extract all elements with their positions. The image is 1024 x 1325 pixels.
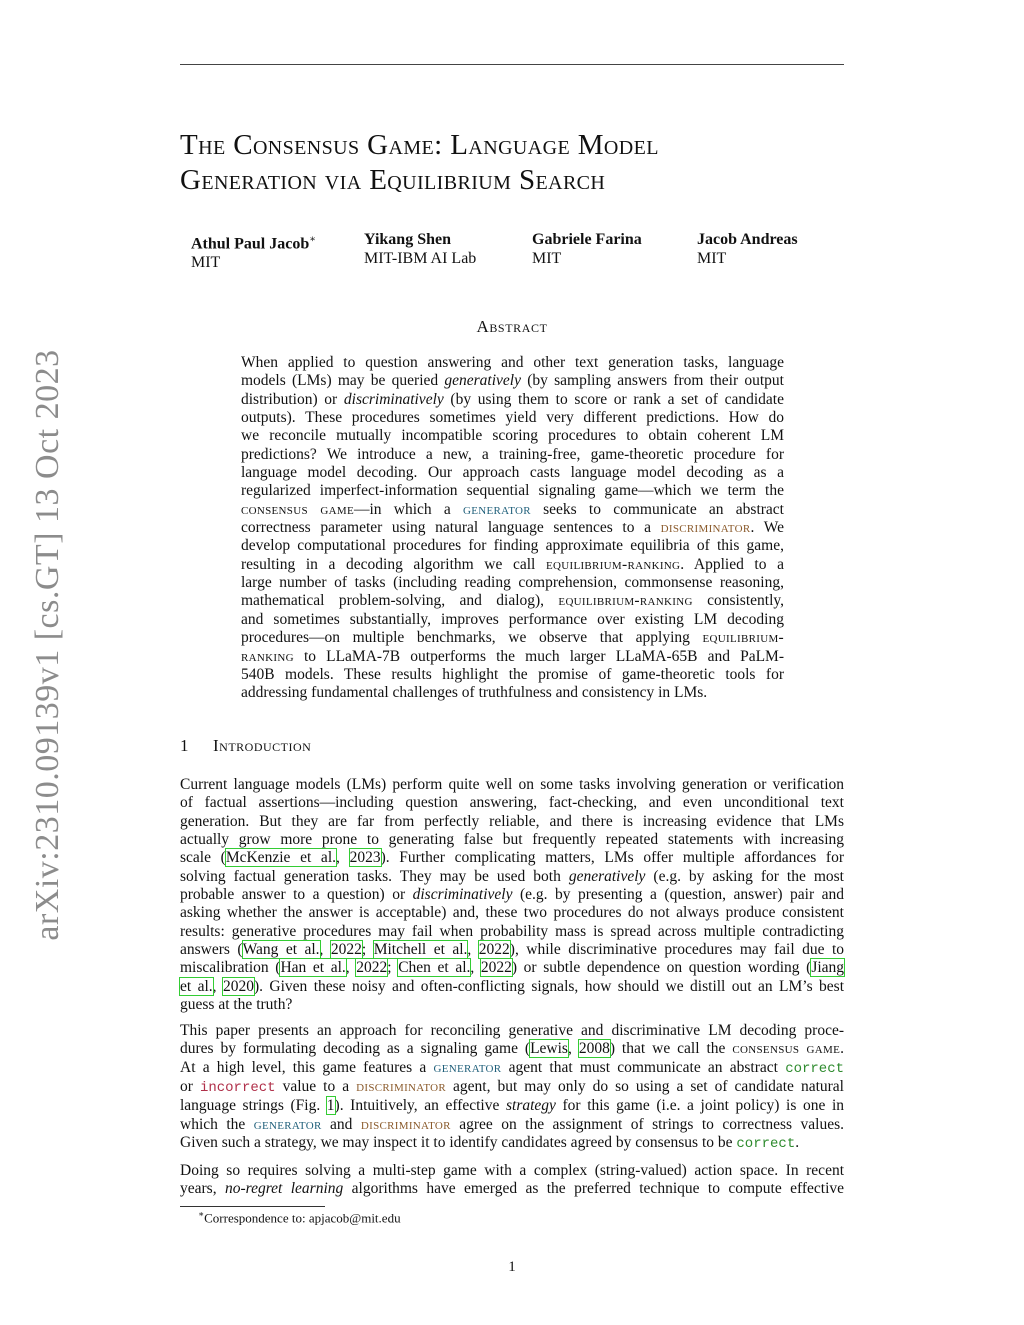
citation-link[interactable]: 2022 (480, 959, 512, 977)
body-line: dures by formulating decoding as a signaling game (Lewis, 2008) that we call the consensus game. (180, 1040, 844, 1058)
body-line: Given such a strategy, we may inspect it to identify candidates agreed by consensus to be correct. (180, 1134, 800, 1153)
body-line: miscalibration (Han et al., 2022; Chen et al., 2022) or subtle dependence on question wording (Jiang (180, 959, 845, 977)
abstract-line: addressing fundamental challenges of truthfulness and consistency in LMs. (241, 684, 708, 702)
footnote-rule (180, 1206, 325, 1207)
abstract-line: resulting in a decoding algorithm we call equilibrium-ranking. Applied to a (241, 555, 784, 573)
citation-link[interactable]: 2008 (578, 1040, 610, 1058)
abstract-line: consensus game—in which a generator seeks to communicate an abstract (241, 500, 784, 518)
abstract-line: develop computational procedures for finding approximate equilibria of this game, (241, 537, 784, 555)
body-line: probable answer to a question) or discriminatively (e.g. by presenting a (question, answer) pair and (180, 886, 844, 904)
body-line: guess at the truth? (180, 996, 293, 1014)
abstract-line: distribution) or discriminatively (by using them to score or rank a set of candidate (241, 390, 784, 408)
citation-link[interactable]: 2022 (330, 941, 362, 959)
body-line: actually grow more prone to generating false but frequently repeated statements with increasing (180, 831, 844, 849)
body-line: Doing so requires solving a multi-step game with a complex (string-valued) action space. In recent (180, 1162, 844, 1179)
author-name: Athul Paul Jacob (191, 235, 310, 253)
body-line: This paper presents an approach for reconciling generative and discriminative LM decoding proce- (180, 1022, 844, 1039)
intro-paragraph-2 (180, 1022, 844, 1153)
body-line: years, no-regret learning algorithms have emerged as the preferred technique to compute effective (180, 1180, 845, 1198)
abstract-line: and sometimes substantially, improves performance over existing LM decoding (241, 610, 784, 628)
citation-link[interactable]: Lewis (530, 1040, 568, 1058)
citation-link[interactable]: 2023 (349, 849, 381, 867)
citation-link[interactable]: Wang et al. (242, 941, 320, 959)
abstract-line: correctness parameter using natural language sentences to a discriminator. We (241, 519, 784, 537)
author-affiliation: MIT (532, 250, 562, 267)
abstract-line: outputs). These procedures sometimes yield very different predictions. How do (241, 409, 784, 427)
abstract-line: models (LMs) may be queried generatively (by sampling answers from their output (241, 372, 784, 390)
citation-link[interactable]: Han et al. (280, 959, 346, 977)
body-line: of factual assertions—including question answering, fact-checking, and even unconditional text (180, 794, 844, 812)
author-affiliation: MIT (697, 250, 727, 267)
body-line: scale (McKenzie et al., 2023). Further complicating matters, LMs offer multiple affordances for (180, 849, 844, 867)
abstract-line: mathematical problem-solving, and dialog), equilibrium-ranking consistently, (241, 592, 784, 610)
abstract-text (241, 354, 784, 703)
arxiv-identifier: arXiv:2310.09139v1 [cs.GT] 13 Oct 2023 (29, 349, 66, 941)
section-title: Introduction (213, 736, 312, 755)
author-1 (191, 230, 316, 272)
citation-link[interactable]: Jiang (811, 959, 845, 977)
title-line-2: Generation via Equilibrium Search (180, 164, 606, 196)
abstract-line: When applied to question answering and other text generation tasks, language (241, 354, 784, 371)
citation-link[interactable]: McKenzie et al. (225, 849, 336, 867)
body-line: language strings (Fig. 1). Intuitively, an effective strategy for this game (i.e. a joint policy) is one in (180, 1097, 845, 1115)
abstract-line: large number of tasks (including reading comprehension, commonsense reasoning, (241, 574, 784, 592)
body-line: answers (Wang et al., 2022; Mitchell et al., 2022), while discriminative procedures may fail due to (180, 941, 845, 959)
section-number: 1 (180, 736, 189, 755)
abstract-line: we reconcile mutually incompatible scoring procedures to obtain coherent LM (241, 427, 784, 445)
abstract-heading: Abstract (476, 317, 548, 336)
abstract-line: ranking to LLaMA-7B outperforms the much larger LLaMA-65B and PaLM- (241, 647, 784, 665)
body-line: solving factual generation tasks. They may be used both generatively (e.g. by asking for the most (180, 867, 844, 885)
body-line: et al., 2020). Given these noisy and often-conflicting signals, how should we distill out an LM’s best (180, 977, 845, 995)
citation-link[interactable]: 2022 (478, 941, 510, 959)
citation-link[interactable]: et al. (180, 977, 213, 995)
abstract-line: 540B models. These results highlight the promise of game-theoretic tools for (241, 665, 784, 683)
footnote-mark: ∗ (198, 1209, 205, 1219)
intro-paragraph-3 (180, 1162, 844, 1199)
intro-paragraph-1 (180, 776, 844, 1014)
footnote-text: Correspondence to: apjacob@mit.edu (204, 1210, 401, 1226)
citation-link[interactable]: 2022 (356, 959, 388, 977)
section-heading-introduction (180, 736, 311, 756)
header-rule (180, 64, 844, 65)
author-name: Yikang Shen (364, 231, 451, 248)
figure-link[interactable]: 1 (326, 1097, 335, 1115)
author-name: Jacob Andreas (697, 231, 798, 248)
footnote (198, 1209, 401, 1226)
body-line: asking whether the answer is acceptable) and, these two procedures do not always produce consistent (180, 904, 844, 922)
author-footnote-mark[interactable]: ∗ (309, 234, 317, 245)
author-2 (364, 230, 476, 268)
citation-link[interactable]: 2020 (222, 977, 254, 995)
body-line: generation. But they are far from perfectly reliable, and there is increasing evidence that LMs (180, 812, 844, 830)
paper-title (180, 128, 860, 198)
abstract-line: predictions? We introduce a new, a training-free, game-theoretic procedure for (241, 445, 784, 463)
author-affiliation: MIT-IBM AI Lab (364, 250, 477, 267)
body-line: At a high level, this game features a generator agent that must communicate an abstract correct (180, 1058, 844, 1077)
author-4 (697, 230, 798, 268)
abstract-line: procedures—on multiple benchmarks, we observe that applying equilibrium- (241, 629, 784, 647)
abstract-line: regularized imperfect-information sequential signaling game—which we term the (241, 482, 784, 500)
citation-link[interactable]: Chen et al. (398, 959, 471, 977)
title-line-1: The Consensus Game: Language Model (180, 129, 659, 161)
body-line: Current language models (LMs) perform quite well on some tasks involving generation or verification (180, 776, 844, 793)
author-affiliation: MIT (191, 254, 221, 272)
author-name: Gabriele Farina (532, 231, 642, 248)
page-number: 1 (508, 1259, 516, 1275)
author-3 (532, 230, 642, 268)
body-line: or incorrect value to a discriminator agent, but may only do so using a set of candidate natural (180, 1078, 844, 1097)
citation-link[interactable]: Mitchell et al. (373, 941, 468, 959)
abstract-line: language model decoding. Our approach casts language model decoding as a (241, 464, 784, 482)
body-line: results: generative procedures may fail when probability mass is spread across multiple contradicting (180, 922, 844, 940)
body-line: which the generator and discriminator agree on the assignment of strings to correctness values. (180, 1115, 844, 1133)
